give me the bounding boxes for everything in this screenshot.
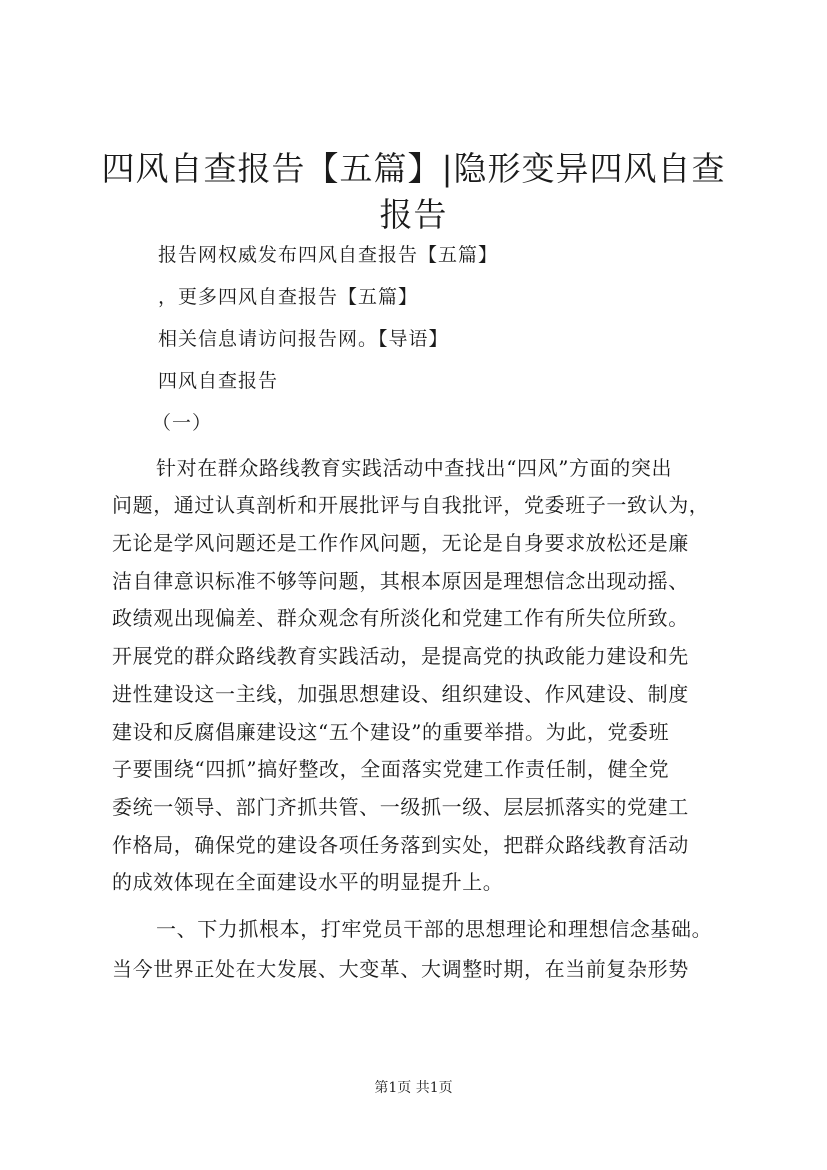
paragraph-line: 洁自律意识标准不够等问题，其根本原因是理想信念出现动摇、 xyxy=(112,569,689,593)
intro-line: ，更多四风自查报告【五篇】 xyxy=(158,286,419,308)
intro-line: 报告网权威发布四风自查报告【五篇】 xyxy=(158,244,499,266)
paragraph-line: 无论是学风问题还是工作作风问题，无论是自身要求放松还是廉 xyxy=(112,531,689,555)
paragraph-line: 当今世界正处在大发展、大变革、大调整时期，在当前复杂形势 xyxy=(112,957,689,981)
paragraph-line: 开展党的群众路线教育实践活动，是提高党的执政能力建设和先 xyxy=(112,644,689,668)
section-heading: 四风自查报告 xyxy=(158,370,279,392)
paragraph-line: 政绩观出现偏差、群众观念有所淡化和党建工作有所失位所致。 xyxy=(112,606,689,630)
paragraph-line: 一、下力抓根本，打牢党员干部的思想理论和理想信念基础。 xyxy=(156,917,713,941)
paragraph-line: 子要围绕“四抓”搞好整改，全面落实党建工作责任制，健全党 xyxy=(112,757,670,781)
page-indicator: 第1页 共1页 xyxy=(374,1080,453,1096)
document-title: 四风自查报告【五篇】|隐形变异四风自查报告 xyxy=(101,149,726,234)
paragraph-line: 作格局，确保党的建设各项任务落到实处，把群众路线教育活动 xyxy=(112,833,689,857)
paragraph-line: 针对在群众路线教育实践活动中查找出“四风”方面的突出 xyxy=(156,456,673,480)
paragraph-line: 委统一领导、部门齐抓共管、一级抓一级、层层抓落实的党建工 xyxy=(112,795,689,819)
section-number: （一） xyxy=(152,412,213,434)
paragraph-line: 进性建设这一主线，加强思想建设、组织建设、作风建设、制度 xyxy=(112,682,689,706)
paragraph-line: 的成效体现在全面建设水平的明显提升上。 xyxy=(112,870,504,894)
intro-line: 相关信息请访问报告网。【导语】 xyxy=(158,328,449,350)
paragraph-line: 问题，通过认真剖析和开展批评与自我批评，党委班子一致认为， xyxy=(112,493,710,517)
paragraph-line: 建设和反腐倡廉建设这“五个建设”的重要举措。为此，党委班 xyxy=(112,720,670,744)
